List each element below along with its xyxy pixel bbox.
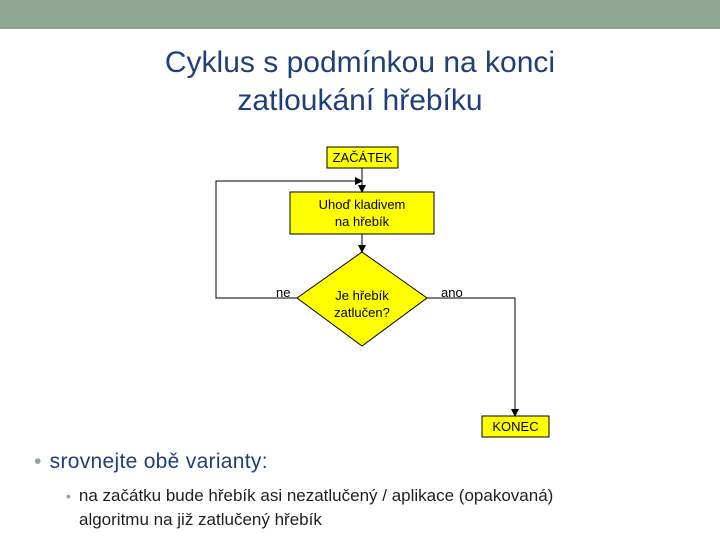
decision-label-line-1: Je hřebík	[335, 288, 389, 303]
process-label-line-1: Uhoď kladivem	[318, 197, 406, 212]
connector-yes-end	[427, 298, 515, 416]
bullet-main-text: srovnejte obě varianty:	[49, 450, 268, 473]
no-label: ne	[276, 285, 291, 300]
bullet-sub-text-line-1: na začátku bude hřebík asi nezatlučený / aplikace (opakovaná)	[78, 486, 554, 505]
yes-label: ano	[441, 285, 463, 300]
bullet-dot-icon: •	[34, 450, 42, 473]
decision-label-line-2: zatlučen?	[334, 305, 390, 320]
start-label: ZAČÁTEK	[332, 150, 393, 165]
bullet-sub-text-line-2: algoritmu na již zatlučený hřebík	[79, 510, 322, 529]
process-label-line-2: na hřebík	[334, 214, 390, 229]
title-line-2: zatloukání hřebíku	[237, 84, 483, 117]
bullet-sub-dot-icon: •	[66, 488, 71, 504]
title-line-1: Cyklus s podmínkou na konci	[164, 46, 556, 79]
end-label: KONEC	[492, 419, 539, 434]
